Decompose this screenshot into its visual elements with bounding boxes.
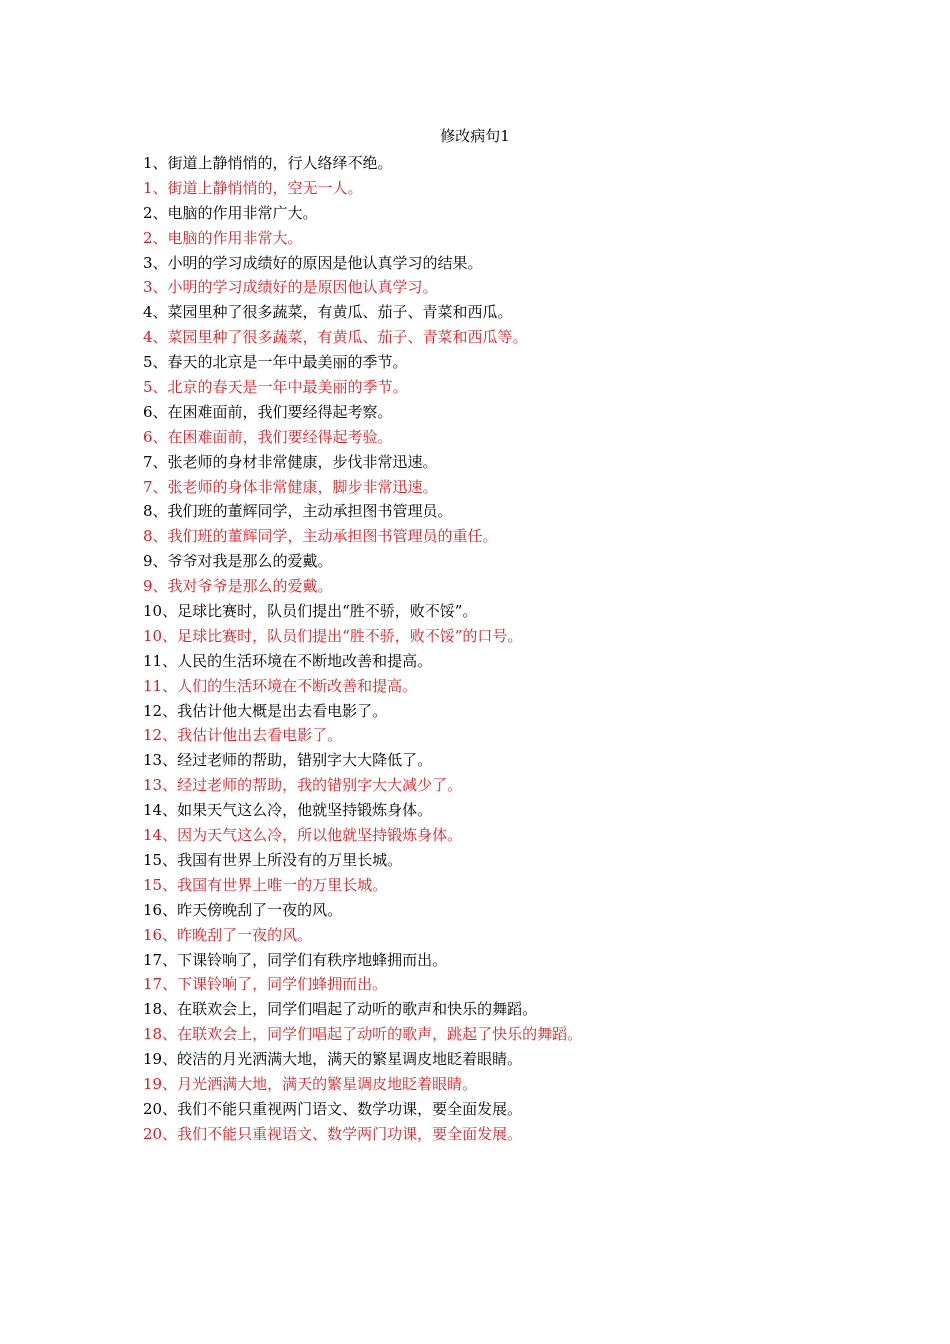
corrected-sentence: 5、北京的春天是一年中最美丽的季节。 — [143, 378, 408, 397]
original-sentence: 11、人民的生活环境在不断地改善和提高。 — [143, 651, 433, 670]
corrected-sentence: 7、张老师的身体非常健康，脚步非常迅速。 — [143, 477, 438, 496]
corrected-sentence: 12、我估计他出去看电影了。 — [143, 726, 343, 745]
original-sentence: 19、皎洁的月光洒满大地，满天的繁星调皮地眨着眼睛。 — [143, 1050, 523, 1069]
original-sentence: 13、经过老师的帮助，错别字大大降低了。 — [143, 751, 433, 770]
corrected-sentence: 19、月光洒满大地，满天的繁星调皮地眨着眼睛。 — [143, 1074, 478, 1093]
original-sentence: 7、张老师的身材非常健康，步伐非常迅速。 — [143, 452, 438, 471]
page-title: 修改病句1 — [440, 127, 510, 145]
corrected-sentence: 15、我国有世界上唯一的万里长城。 — [143, 875, 388, 894]
original-sentence: 20、我们不能只重视两门语文、数学功课，要全面发展。 — [143, 1099, 523, 1118]
corrected-sentence: 3、小明的学习成绩好的是原因他认真学习。 — [143, 278, 438, 297]
original-sentence: 6、在困难面前，我们要经得起考察。 — [143, 402, 393, 421]
original-sentence: 17、下课铃响了，同学们有秩序地蜂拥而出。 — [143, 950, 448, 969]
corrected-sentence: 6、在困难面前，我们要经得起考验。 — [143, 427, 393, 446]
original-sentence: 5、春天的北京是一年中最美丽的季节。 — [143, 353, 408, 372]
original-sentence: 3、小明的学习成绩好的原因是他认真学习的结果。 — [143, 253, 483, 272]
original-sentence: 1、街道上静悄悄的，行人络绎不绝。 — [143, 154, 393, 172]
corrected-sentence: 16、昨晚刮了一夜的风。 — [143, 925, 313, 944]
original-sentence: 16、昨天傍晚刮了一夜的风。 — [143, 900, 343, 919]
corrected-sentence: 18、在联欢会上，同学们唱起了动听的歌声，跳起了快乐的舞蹈。 — [143, 1025, 583, 1044]
corrected-sentence: 11、人们的生活环境在不断改善和提高。 — [143, 676, 418, 695]
original-sentence: 10、足球比赛时，队员们提出“胜不骄，败不馁”。 — [143, 602, 478, 621]
sentence-list — [143, 151, 843, 1147]
corrected-sentence: 2、电脑的作用非常大。 — [143, 228, 303, 247]
corrected-sentence: 9、我对爷爷是那么的爱戴。 — [143, 577, 333, 596]
original-sentence: 12、我估计他大概是出去看电影了。 — [143, 701, 388, 720]
original-sentence: 2、电脑的作用非常广大。 — [143, 203, 318, 222]
corrected-sentence: 17、下课铃响了，同学们蜂拥而出。 — [143, 975, 388, 994]
original-sentence: 18、在联欢会上，同学们唱起了动听的歌声和快乐的舞蹈。 — [143, 1000, 538, 1019]
corrected-sentence: 10、足球比赛时，队员们提出“胜不骄，败不馁”的口号。 — [143, 626, 523, 645]
corrected-sentence: 20、我们不能只重视语文、数学两门功课，要全面发展。 — [143, 1124, 523, 1143]
corrected-sentence: 13、经过老师的帮助，我的错别字大大减少了。 — [143, 776, 463, 795]
corrected-sentence: 14、因为天气这么冷，所以他就坚持锻炼身体。 — [143, 826, 463, 845]
original-sentence: 4、菜园里种了很多蔬菜，有黄瓜、茄子、青菜和西瓜。 — [143, 303, 513, 322]
original-sentence: 8、我们班的董辉同学，主动承担图书管理员。 — [143, 502, 453, 521]
original-sentence: 14、如果天气这么冷，他就坚持锻炼身体。 — [143, 801, 433, 820]
original-sentence: 15、我国有世界上所没有的万里长城。 — [143, 850, 403, 869]
corrected-sentence: 1、街道上静悄悄的，空无一人。 — [143, 178, 363, 197]
corrected-sentence: 4、菜园里种了很多蔬菜，有黄瓜、茄子、青菜和西瓜等。 — [143, 328, 528, 347]
original-sentence: 9、爷爷对我是那么的爱戴。 — [143, 552, 333, 571]
corrected-sentence: 8、我们班的董辉同学，主动承担图书管理员的重任。 — [143, 527, 498, 546]
